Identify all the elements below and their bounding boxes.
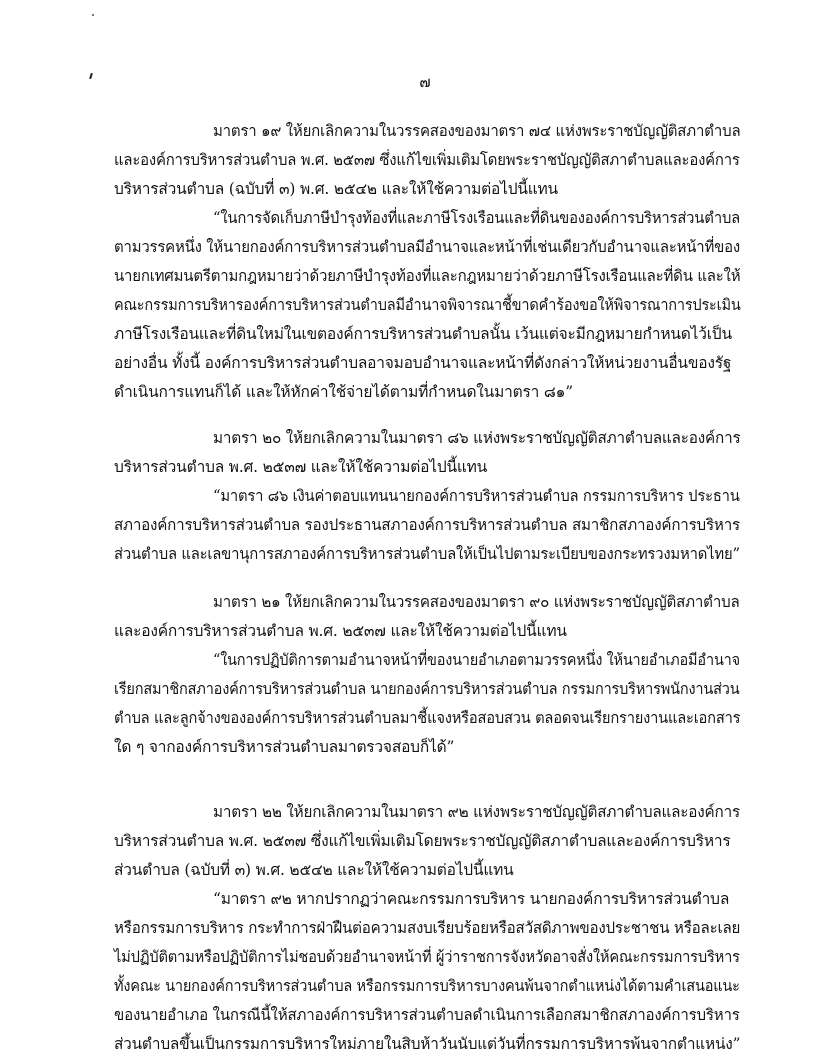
- section-21-line: “ในการปฏิบัติการตามอำนาจหน้าที่ของนายอำเภอตามวรรคหนึ่ง ให้นายอำเภอมีอำนาจ: [213, 651, 740, 669]
- section-22-line: ส่วนตำบล (ฉบับที่ ๓) พ.ศ. ๒๕๔๒ และให้ใช้ความต่อไปนี้แทน: [114, 861, 514, 879]
- section-19-line: นายกเทศมนตรีตามกฎหมายว่าด้วยภาษีบำรุงท้องที่และกฎหมายว่าด้วยภาษีโรงเรือนและที่ดิน และให้: [114, 267, 741, 285]
- section-22-line: บริหารส่วนตำบล พ.ศ. ๒๕๓๗ ซึ่งแก้ไขเพิ่มเติมโดยพระราชบัญญัติสภาตำบลและองค์การบริหาร: [114, 832, 731, 850]
- section-22-line: หรือกรรมการบริหาร กระทำการฝ่าฝืนต่อความสงบเรียบร้อยหรือสวัสดิภาพของประชาชน หรือละเลย: [114, 919, 741, 937]
- page-number: ๗: [419, 73, 431, 91]
- section-19-line: “ในการจัดเก็บภาษีบำรุงท้องที่และภาษีโรงเรือนและที่ดินขององค์การบริหารส่วนตำบล: [213, 209, 741, 227]
- section-21-line: มาตรา ๒๑ ให้ยกเลิกความในวรรคสองของมาตรา ๙๐ แห่งพระราชบัญญัติสภาตำบล: [213, 593, 740, 611]
- section-20-line: ส่วนตำบล และเลขานุการสภาองค์การบริหารส่วนตำบลให้เป็นไปตามระเบียบของกระทรวงมหาดไทย”: [114, 545, 740, 563]
- section-19-line: ภาษีโรงเรือนและที่ดินใหม่ในเขตองค์การบริหารส่วนตำบลนั้น เว้นแต่จะมีกฎหมายกำหนดไว้เป็น: [114, 325, 732, 343]
- section-22-line: มาตรา ๒๒ ให้ยกเลิกความในมาตรา ๙๒ แห่งพระราชบัญญัติสภาตำบลและองค์การ: [213, 803, 740, 821]
- section-19-line: ตามวรรคหนึ่ง ให้นายกองค์การบริหารส่วนตำบลมีอำนาจและหน้าที่เช่นเดียวกับอำนาจและหน้าที่ของ: [114, 238, 741, 256]
- section-20-line: มาตรา ๒๐ ให้ยกเลิกความในมาตรา ๘๖ แห่งพระราชบัญญัติสภาตำบลและองค์การ: [213, 429, 741, 447]
- section-21-line: เรียกสมาชิกสภาองค์การบริหารส่วนตำบล นายกองค์การบริหารส่วนตำบล กรรมการบริหารพนักงานส่วน: [114, 680, 740, 698]
- section-20-line: บริหารส่วนตำบล พ.ศ. ๒๕๓๗ และให้ใช้ความต่อไปนี้แทน: [114, 458, 488, 476]
- section-19-line: ดำเนินการแทนก็ได้ และให้หักค่าใช้จ่ายได้ตามที่กำหนดในมาตรา ๘๑”: [114, 383, 573, 401]
- section-20-line: “มาตรา ๘๖ เงินค่าตอบแทนนายกองค์การบริหารส่วนตำบล กรรมการบริหาร ประธาน: [213, 487, 740, 505]
- section-21-line: ตำบล และลูกจ้างขององค์การบริหารส่วนตำบลมาชี้แจงหรือสอบสวน ตลอดจนเรียกรายงานและเอกสาร: [114, 709, 741, 727]
- section-19-line: อย่างอื่น ทั้งนี้ องค์การบริหารส่วนตำบลอาจมอบอำนาจและหน้าที่ดังกล่าวให้หน่วยงานอื่นของรัฐ: [114, 354, 732, 372]
- section-22-line: “มาตรา ๙๒ หากปรากฏว่าคณะกรรมการบริหาร นายกองค์การบริหารส่วนตำบล: [213, 890, 730, 908]
- scan-speck: [92, 14, 94, 16]
- section-22-line: ทั้งคณะ นายกองค์การบริหารส่วนตำบล หรือกรรมการบริหารบางคนพ้นจากตำแหน่งได้ตามคำเสนอแนะ: [114, 977, 740, 995]
- section-19-line: บริหารส่วนตำบล (ฉบับที่ ๓) พ.ศ. ๒๕๔๒ และให้ใช้ความต่อไปนี้แทน: [114, 180, 558, 198]
- section-19-line: และองค์การบริหารส่วนตำบล พ.ศ. ๒๕๓๗ ซึ่งแก้ไขเพิ่มเติมโดยพระราชบัญญัติสภาตำบลและองค์การ: [114, 151, 740, 169]
- section-22-line: ส่วนตำบลขึ้นเป็นกรรมการบริหารใหม่ภายในสิบห้าวันนับแต่วันที่กรรมการบริหารพ้นจากตำแหน่ง”: [114, 1035, 741, 1053]
- section-20-line: สภาองค์การบริหารส่วนตำบล รองประธานสภาองค์การบริหารส่วนตำบล สมาชิกสภาองค์การบริหาร: [114, 516, 740, 534]
- section-19-line: คณะกรรมการบริหารองค์การบริหารส่วนตำบลมีอำนาจพิจารณาชี้ขาดคำร้องขอให้พิจารณาการประเมิน: [114, 296, 741, 314]
- section-22-line: ของนายอำเภอ ในกรณีนี้ให้สภาองค์การบริหารส่วนตำบลดำเนินการเลือกสมาชิกสภาองค์การบริหาร: [114, 1006, 740, 1024]
- section-21-line: ใด ๆ จากองค์การบริหารส่วนตำบลมาตรวจสอบก็ได้”: [114, 738, 455, 756]
- section-21-line: และองค์การบริหารส่วนตำบล พ.ศ. ๒๕๓๗ และให้ใช้ความต่อไปนี้แทน: [114, 622, 567, 640]
- section-22-line: ไม่ปฏิบัติตามหรือปฏิบัติการไม่ชอบด้วยอำนาจหน้าที่ ผู้ว่าราชการจังหวัดอาจสั่งให้คณะกรรมการบริหาร: [114, 948, 740, 966]
- section-19-line: มาตรา ๑๙ ให้ยกเลิกความในวรรคสองของมาตรา ๗๔ แห่งพระราชบัญญัติสภาตำบล: [213, 122, 741, 140]
